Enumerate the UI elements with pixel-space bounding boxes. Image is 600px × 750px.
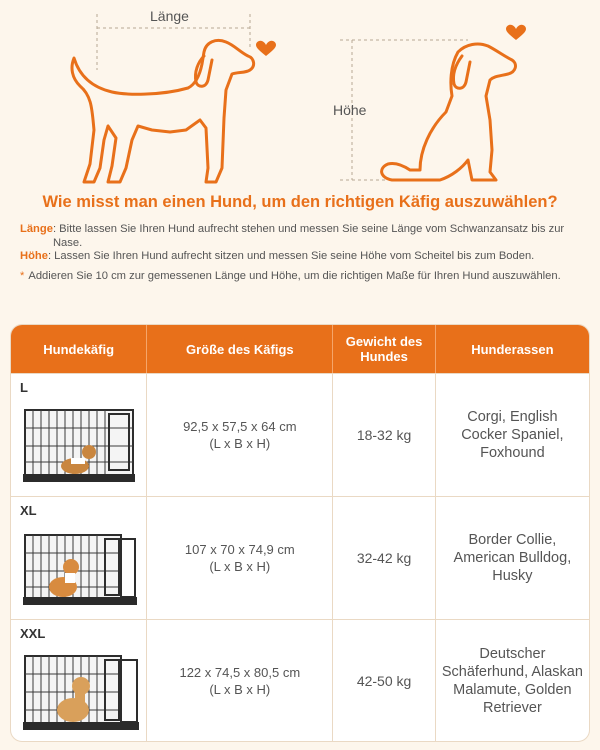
length-label: Länge <box>150 8 189 24</box>
cage-dimensions: 122 x 74,5 x 80,5 cm <box>179 665 301 680</box>
sitting-dog-icon <box>382 44 516 180</box>
height-key: Höhe <box>20 250 48 262</box>
length-key: Länge <box>20 223 53 235</box>
size-label: XL <box>20 503 37 518</box>
dims-cell <box>147 620 333 742</box>
header-weight <box>333 325 435 373</box>
header-weight-text: Gewicht des Hundes <box>345 334 423 364</box>
breed-list: Corgi, English Cocker Spaniel, Foxhound <box>461 409 564 461</box>
breeds-cell <box>436 620 589 742</box>
header-cage: Hundekäfig <box>11 325 147 373</box>
cage-dimensions: 92,5 x 57,5 x 64 cm <box>183 419 297 434</box>
dims-cell <box>147 497 333 619</box>
table-row <box>11 373 589 496</box>
cage-with-corgi-icon <box>19 404 139 488</box>
length-instruction <box>20 223 585 250</box>
dog-measurement-illustration <box>0 0 600 195</box>
cage-cell <box>11 374 147 496</box>
dimension-unit: (L x B x H) <box>209 436 271 451</box>
heart-icon <box>506 25 526 40</box>
header-size: Größe des Käfigs <box>147 325 333 373</box>
note-text: Addieren Sie 10 cm zur gemessenen Länge und Höhe, um die richtigen Maße für Ihren Hund auszuwählen. <box>28 269 561 282</box>
breed-list: Deutscher Schäferhund, Alaskan Malamute, Golden Retriever <box>441 646 583 716</box>
measurement-note <box>20 270 585 284</box>
note-asterisk: * <box>20 269 25 282</box>
weight-cell: 32-42 kg <box>333 497 435 619</box>
cage-cell <box>11 497 147 619</box>
measurement-instructions <box>20 223 585 283</box>
standing-dog-icon <box>72 40 254 182</box>
dimension-unit: (L x B x H) <box>209 559 271 574</box>
table-header-row <box>11 325 589 373</box>
size-label: L <box>20 380 28 395</box>
cage-with-shiba-icon <box>19 527 139 611</box>
height-text: : Lassen Sie Ihren Hund aufrecht sitzen und messen Sie seine Höhe vom Scheitel bis zum Boden. <box>47 250 535 262</box>
heart-icon <box>256 41 276 56</box>
cage-cell <box>11 620 147 742</box>
dimension-unit: (L x B x H) <box>209 682 271 697</box>
weight-cell: 42-50 kg <box>333 620 435 742</box>
height-instruction <box>20 250 585 264</box>
breeds-cell <box>436 497 589 619</box>
cage-dimensions: 107 x 70 x 74,9 cm <box>184 542 295 557</box>
size-label: XXL <box>20 626 46 641</box>
breed-list: Border Collie, American Bulldog, Husky <box>453 532 572 584</box>
table-row <box>11 619 589 742</box>
breeds-cell <box>436 374 589 496</box>
sitting-dog-ear <box>453 56 470 88</box>
header-breeds: Hunderassen <box>471 341 554 357</box>
size-table <box>10 324 590 742</box>
page-heading: Wie misst man einen Hund, um den richtigen Käfig auszuwählen? <box>42 193 558 211</box>
dims-cell <box>147 374 333 496</box>
length-text: : Bitte lassen Sie Ihren Hund aufrecht stehen und messen Sie seine Länge vom Schwanzansatz bis zur Nase. <box>52 223 565 249</box>
cage-with-golden-retriever-icon <box>19 650 141 736</box>
height-label: Höhe <box>333 102 367 118</box>
weight-cell: 18-32 kg <box>333 374 435 496</box>
table-row <box>11 496 589 619</box>
